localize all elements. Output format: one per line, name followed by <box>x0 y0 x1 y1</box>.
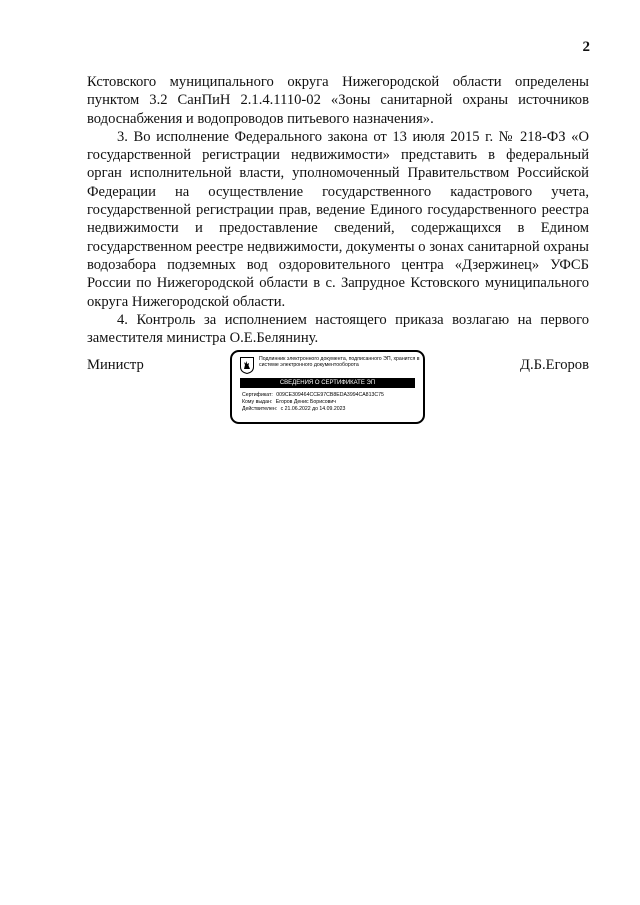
certificate-row <box>242 392 420 399</box>
deer-emblem-icon <box>240 357 254 374</box>
validity-label: Действителен: <box>242 406 278 413</box>
signatory-name: Д.Б.Егоров <box>520 357 589 373</box>
document-body <box>87 73 589 347</box>
stamp-notice: Подлинник электронного документа, подписанного ЭП, хранится в системе электронного документооборота <box>259 356 420 369</box>
issued-to-value: Егоров Денис Борисович <box>275 399 336 406</box>
certificate-label: Сертификат: <box>242 392 273 398</box>
certificate-value: 009CE309464CCE97CB8EDA3994CA813C75 <box>276 392 384 398</box>
paragraph-continuation: Кстовского муниципального округа Нижегородской области определены пунктом 3.2 СанПиН 2.1.4.1110-02 «Зоны санитарной охраны источников водоснабжения и водопроводов питьевого назначения». <box>87 74 589 127</box>
signatory-title: Министр <box>87 357 144 373</box>
paragraph-item-4: 4. Контроль за исполнением настоящего приказа возлагаю на первого заместителя министра О.Е.Белянину. <box>87 311 589 347</box>
issued-to-label: Кому выдан: <box>242 399 273 406</box>
electronic-signature-stamp <box>230 350 425 424</box>
validity-row <box>242 406 420 413</box>
paragraph-item-3: 3. Во исполнение Федерального закона от 13 июля 2015 г. № 218-ФЗ «О государственной регистрации недвижимости» представить в федеральный орган исполнительной власти, уполномоченный Правительством Российской Федерации на осуществление государственного кадастрового учета, государственной регистрации прав, ведение Единого государственного реестра недвижимости и предоставление сведений, содержащихся в Едином государственном реестре недвижимости, документы о зонах санитарной охраны водозабора подземных вод оздоровительного центра «Дзержинец» УФСБ России по Нижегородской области в с. Запрудное Кстовского муниципального округа Нижегородской области. <box>87 128 589 310</box>
signature-block <box>87 357 589 437</box>
page-number: 2 <box>582 39 590 55</box>
certificate-details <box>242 392 420 414</box>
validity-value: с 21.06.2022 до 14.09.2023 <box>280 406 346 413</box>
stamp-banner: СВЕДЕНИЯ О СЕРТИФИКАТЕ ЭП <box>240 378 415 388</box>
